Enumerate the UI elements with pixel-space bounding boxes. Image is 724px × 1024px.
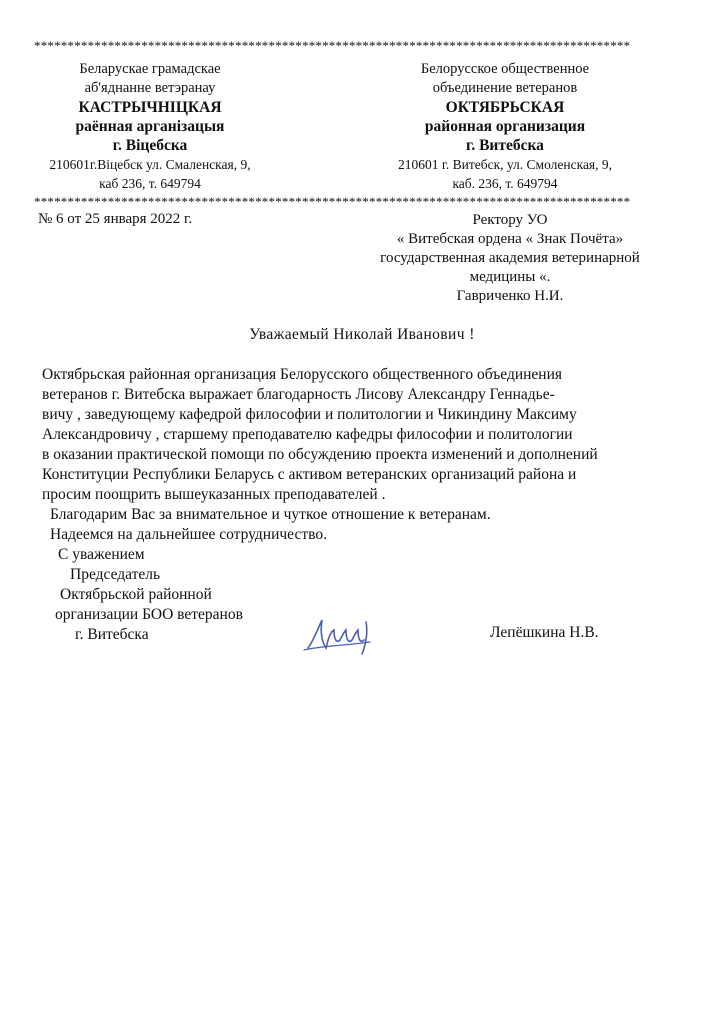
org-type-line1: Белорусское общественное bbox=[420, 61, 590, 77]
body-line: вичу , заведующему кафедрой философии и политологии и Чикиндину Максиму bbox=[42, 406, 577, 423]
closing-regards: С уважением bbox=[58, 546, 145, 563]
body-line: ветеранов г. Витебска выражает благодарность Лисову Александру Геннадье- bbox=[42, 386, 555, 403]
org-type-line2: аб'яднанне ветэранау bbox=[84, 80, 216, 96]
letterhead-belarusian bbox=[30, 60, 270, 193]
org-office-phone: каб. 236, т. 649794 bbox=[452, 176, 558, 191]
org-city: г. Віцебска bbox=[112, 137, 188, 154]
recipient-institution-line1: « Витебская ордена « Знак Почёта» bbox=[396, 231, 624, 247]
org-city: г. Витебска bbox=[466, 137, 544, 154]
org-address: 210601 г. Витебск, ул. Смоленская, 9, bbox=[397, 157, 613, 172]
org-type-line2: объединение ветеранов bbox=[432, 80, 578, 96]
divider-middle: ***************************************************************************************** bbox=[34, 196, 631, 208]
recipient-title: Ректору УО bbox=[472, 212, 548, 228]
body-line: Александровичу , старшему преподавателю кафедры философии и политологии bbox=[42, 426, 573, 443]
recipient-block bbox=[340, 211, 680, 306]
org-office-phone: каб 236, т. 649794 bbox=[99, 176, 201, 191]
org-name: ОКТЯБРЬСКАЯ bbox=[445, 99, 565, 116]
salutation: Уважаемый Николай Иванович ! bbox=[249, 326, 475, 343]
org-address: 210601г.Віцебск ул. Смаленская, 9, bbox=[49, 157, 251, 172]
body-line: Благодарим Вас за внимательное и чуткое отношение к ветеранам. bbox=[50, 506, 491, 523]
recipient-name: Гавриченко Н.И. bbox=[456, 288, 564, 304]
divider-top: ***************************************************************************************** bbox=[34, 40, 631, 52]
org-level: раённая арганізацыя bbox=[75, 118, 225, 135]
body-line: в оказании практической помощи по обсуждению проекта изменений и дополнений bbox=[42, 446, 598, 463]
signer-title-line1: Председатель bbox=[70, 566, 161, 583]
handwritten-signature bbox=[300, 610, 400, 658]
body-line: просим поощрить вышеуказанных преподавателей . bbox=[42, 486, 386, 503]
body-line: Надеемся на дальнейшее сотрудничество. bbox=[50, 526, 327, 543]
org-name: КАСТРЫЧНІЦКАЯ bbox=[78, 99, 222, 116]
signer-title-line3: организации БОО ветеранов bbox=[55, 606, 243, 623]
letterhead-russian bbox=[380, 60, 630, 193]
signer-name: Лепёшкина Н.В. bbox=[490, 624, 599, 641]
document-number: № 6 от 25 января 2022 г. bbox=[38, 211, 193, 227]
org-level: районная организация bbox=[424, 118, 586, 135]
body-line: Конституции Республики Беларусь с активом ветеранских организаций района и bbox=[42, 466, 577, 483]
org-type-line1: Беларускае грамадскае bbox=[79, 61, 221, 77]
recipient-institution-line2: государственная академия ветеринарной bbox=[380, 250, 640, 266]
letter-body bbox=[42, 365, 682, 545]
signer-title-line2: Октябрьской районной bbox=[60, 586, 212, 603]
body-line: Октябрьская районная организация Белорусского общественного объединения bbox=[42, 366, 563, 383]
recipient-institution-line3: медицины «. bbox=[469, 269, 551, 285]
signer-title-line4: г. Витебска bbox=[75, 626, 149, 643]
